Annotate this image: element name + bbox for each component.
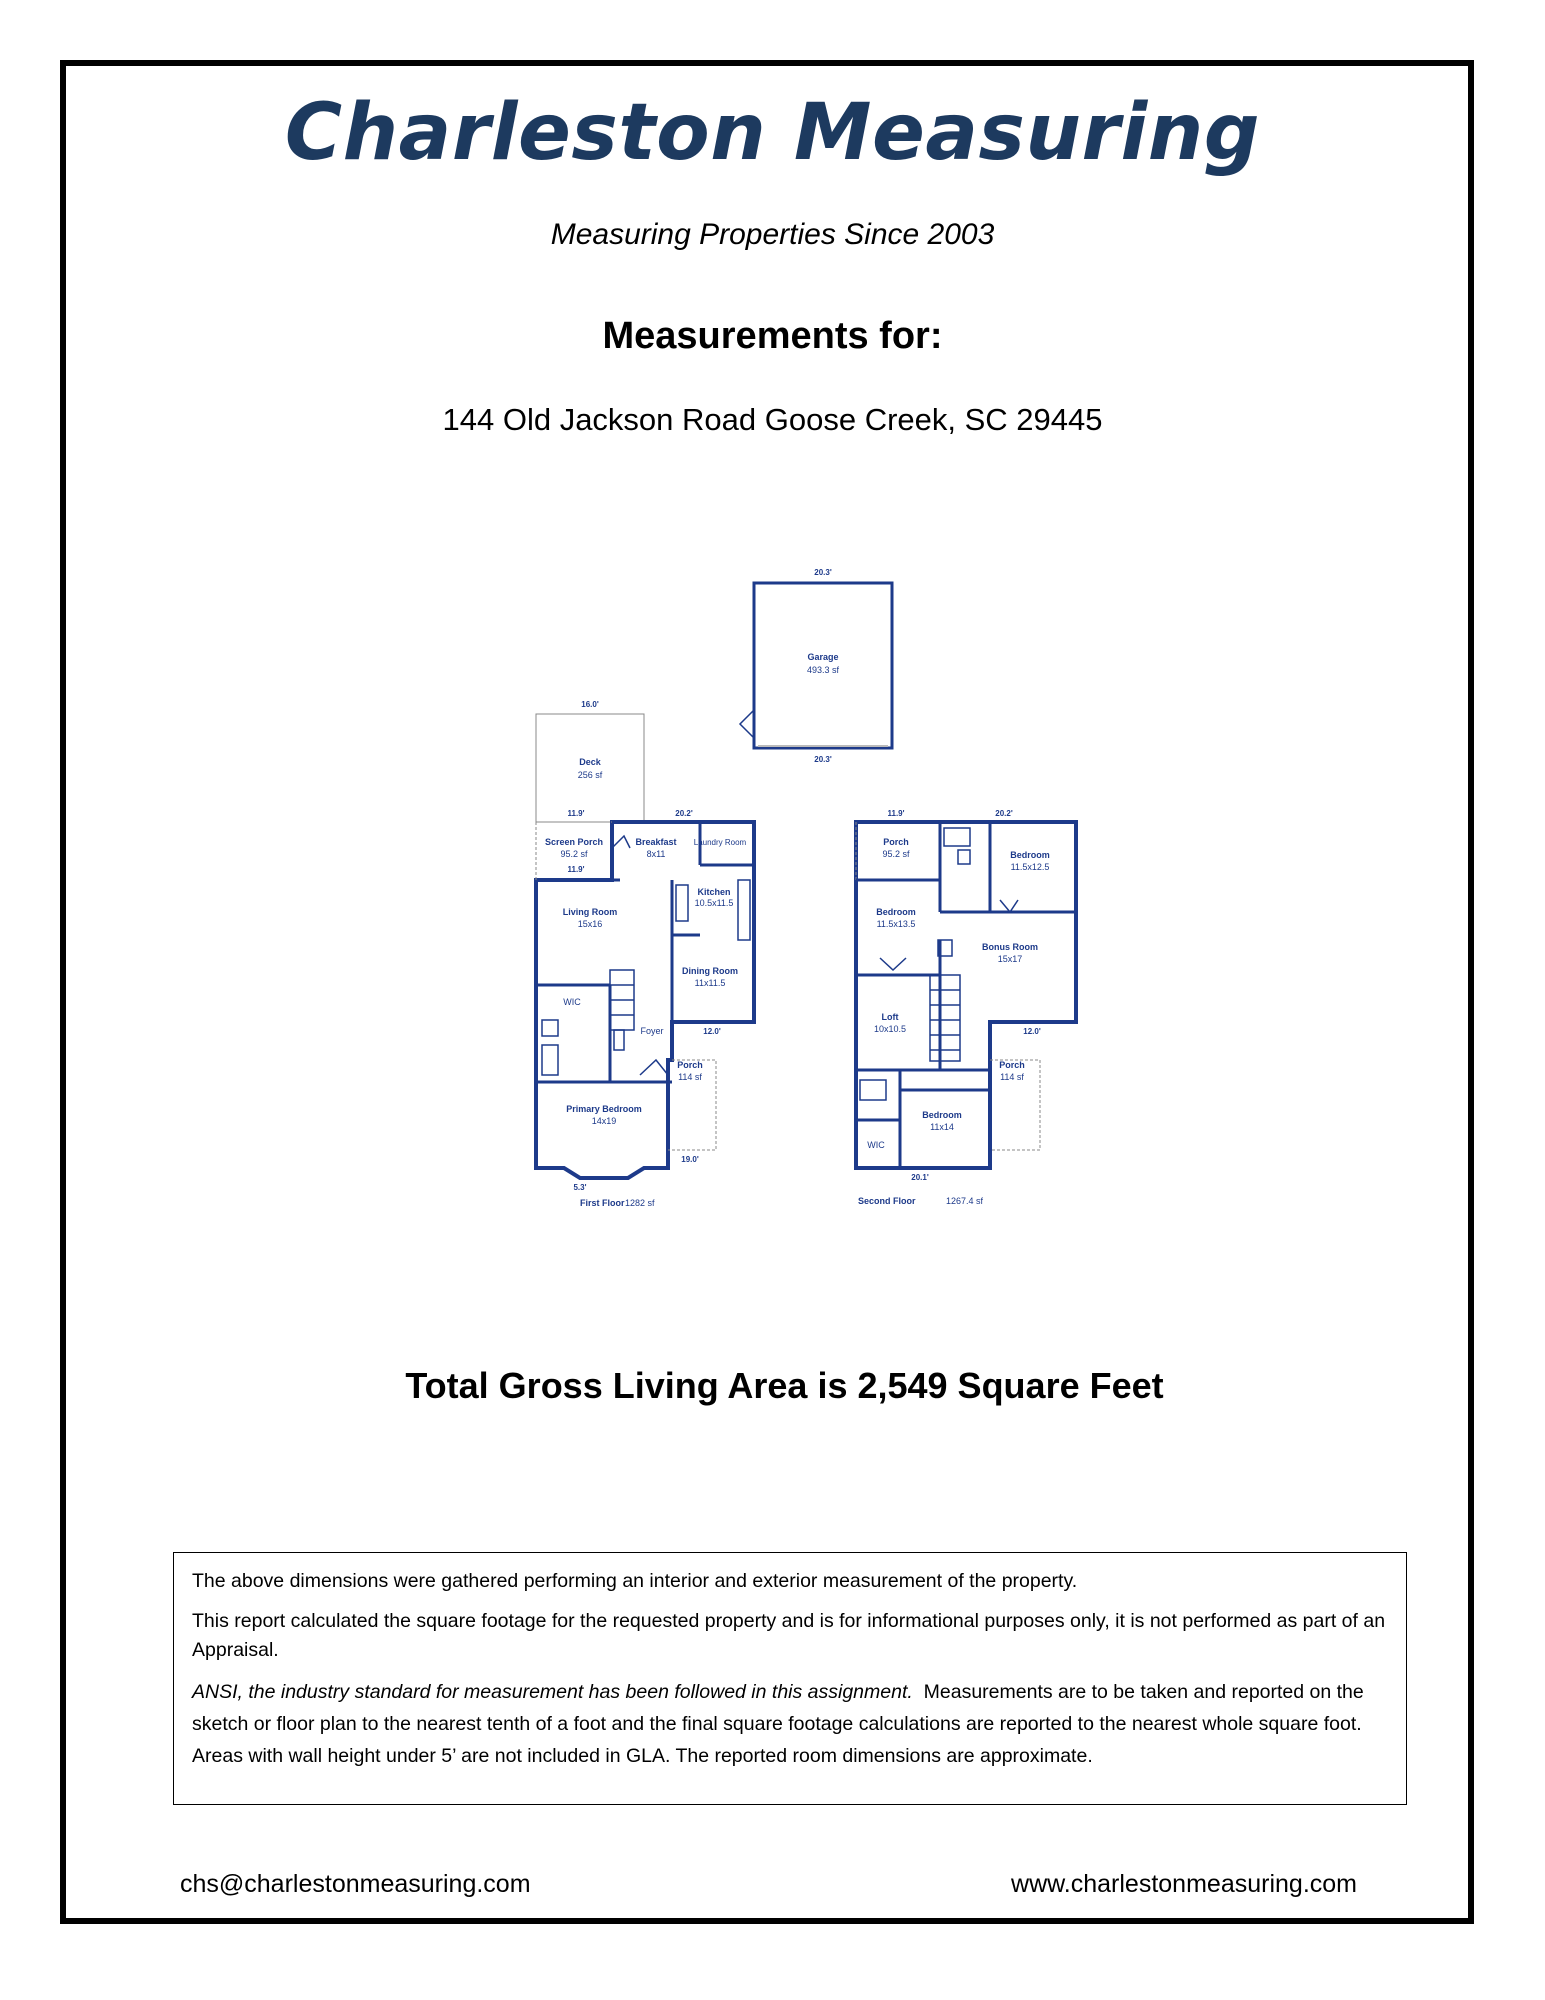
second-porch-size: 114 sf: [1000, 1072, 1024, 1082]
company-website[interactable]: www.charlestonmeasuring.com: [1011, 1870, 1357, 1898]
garage-dim-top: 20.3': [814, 568, 832, 577]
breakfast-label: Breakfast: [635, 837, 677, 847]
primary-bedroom-size: 14x19: [591, 1116, 617, 1126]
disclaimer-paragraph-3: [192, 1676, 1388, 1773]
bedroom-c-size: 11x14: [930, 1122, 954, 1132]
measurement-policy: Measurements are to be taken and reported on the sketch or floor plan to the nearest tenth of a foot and the final square footage calculations are reported to the nearest whole square foot. Areas with wall height under 5’ are not included in GLA. The reported room dimensions are approximate.: [192, 1680, 1364, 1768]
property-address: 144 Old Jackson Road Goose Creek, SC 29445: [442, 402, 1103, 437]
bedroom-b-size: 11.5x13.5: [876, 919, 916, 929]
plan-labels: [545, 568, 1050, 1208]
bedroom-c-label: Bedroom: [922, 1110, 962, 1120]
primary-bedroom-label: Primary Bedroom: [566, 1104, 642, 1114]
second-floor-walls: [856, 822, 1076, 1168]
company-name: Charleston Measuring: [284, 88, 1261, 178]
bedroom-a-size: 11.5x12.5: [1010, 862, 1050, 872]
tagline: Measuring Properties Since 2003: [550, 218, 995, 251]
bonus-room-label: Bonus Room: [982, 942, 1038, 952]
deck-dim-top: 16.0': [581, 700, 599, 709]
garage-area: 493.3 sf: [806, 665, 840, 675]
measurements-heading: Measurements for:: [602, 315, 943, 357]
sf-dim-12: 20.1': [911, 1173, 929, 1182]
ff-dim-7: 12.0': [703, 1027, 721, 1036]
garage-label: Garage: [807, 652, 839, 662]
ansi-statement: ANSI, the industry standard for measurement has been followed in this assignment.: [192, 1680, 913, 1703]
ff-dim-1: 11.9': [567, 809, 585, 818]
kitchen-label: Kitchen: [697, 887, 731, 897]
second-wic-label: WIC: [867, 1140, 885, 1150]
dining-room-size: 11x11.5: [694, 978, 726, 988]
breakfast-dims: 8x11: [646, 849, 666, 859]
total-gla: Total Gross Living Area is 2,549 Square Feet: [405, 1365, 1164, 1406]
deck-label: Deck: [579, 757, 601, 767]
second-floor-outline: [856, 822, 1076, 1168]
second-porch-top-label: Porch: [883, 837, 909, 847]
ff-dim-2: 20.2': [675, 809, 693, 818]
second-porch-top-size: 95.2 sf: [882, 849, 910, 859]
living-room-label: Living Room: [562, 907, 618, 917]
deck-area: 256 sf: [577, 770, 603, 780]
living-room-size: 15x16: [577, 919, 603, 929]
ff-dim-13: 5.3': [573, 1183, 587, 1192]
garage-door: [740, 710, 754, 738]
first-floor-area: 1282 sf: [625, 1198, 655, 1208]
second-floor-name: Second Floor: [858, 1196, 916, 1206]
contact-email[interactable]: chs@charlestonmeasuring.com: [180, 1870, 531, 1898]
second-floor-area: 1267.4 sf: [946, 1196, 984, 1206]
first-porch-size: 114 sf: [678, 1072, 702, 1082]
disclaimer-paragraph-2: This report calculated the square footage for the requested property and is for informational purposes only, it is not performed as part of an Appraisal.: [192, 1610, 1386, 1661]
disclaimer-paragraph-1: The above dimensions were gathered performing an interior and exterior measurement of the property.: [192, 1570, 1078, 1592]
dining-room-label: Dining Room: [682, 966, 738, 976]
sf-dim-2: 20.2': [995, 809, 1013, 818]
second-porch-label: Porch: [999, 1060, 1025, 1070]
wic-label: WIC: [563, 997, 581, 1007]
disclaimer-box: [173, 1552, 1407, 1805]
screen-porch-label: Screen Porch: [544, 837, 604, 847]
bedroom-a-label: Bedroom: [1010, 850, 1050, 860]
ff-dim-9: 19.0': [681, 1155, 699, 1164]
first-floor-walls: [536, 822, 754, 1082]
loft-label: Loft: [881, 1012, 899, 1022]
deck-outline: [536, 714, 644, 822]
laundry-label: Laundry Room: [693, 838, 747, 847]
loft-size: 10x10.5: [873, 1024, 907, 1034]
ff-dim-4: 11.9': [567, 865, 585, 874]
first-floor-name: First Floor: [580, 1198, 625, 1208]
bonus-room-size: 15x17: [997, 954, 1023, 964]
bedroom-b-label: Bedroom: [876, 907, 916, 917]
foyer-label: Foyer: [640, 1026, 664, 1036]
first-porch-label: Porch: [677, 1060, 703, 1070]
garage-dim-bottom: 20.3': [814, 755, 832, 764]
sf-dim-1: 11.9': [887, 809, 905, 818]
kitchen-size: 10.5x11.5: [694, 898, 734, 908]
sf-dim-8: 12.0': [1023, 1027, 1041, 1036]
screen-porch-size: 95.2 sf: [560, 849, 588, 859]
